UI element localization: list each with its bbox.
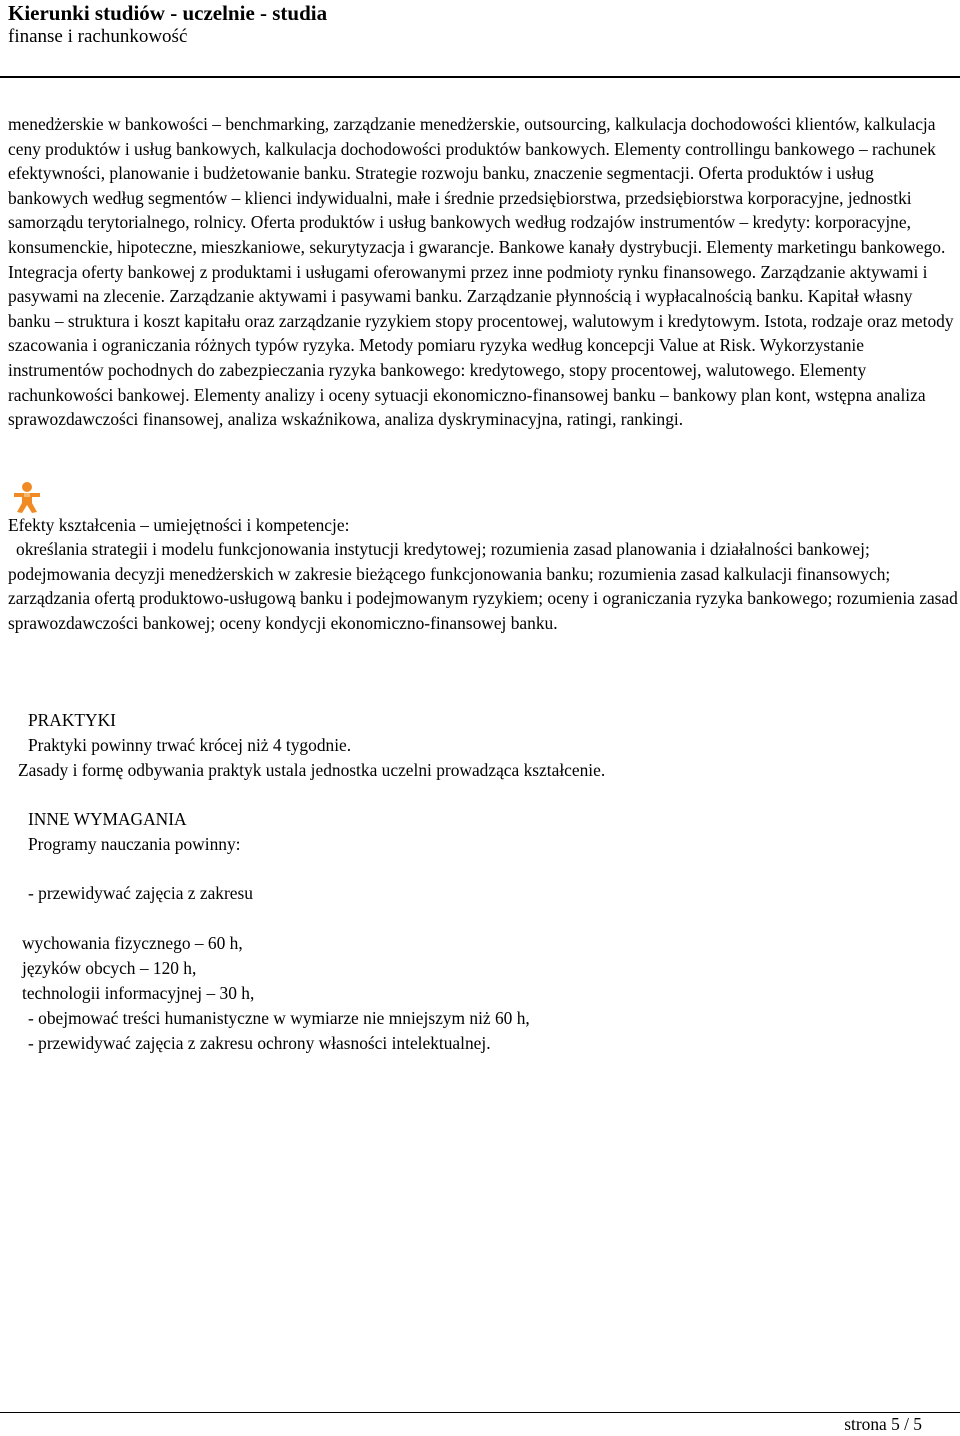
footer-divider [0,1412,960,1413]
course-content-paragraph: menedżerskie w bankowości – benchmarking, zarządzanie menedżerskie, outsourcing, kalkulacja dochodowości klientów, kalkulacja ceny produktów i usług bankowych, kalkulacja dochodowości produktów bankowych. Elementy controllingu bankowego – rachunek efektywności, planowanie i budżetowanie banku. Strategie rozwoju banku, znaczenie segmentacji. Oferta produktów i usług bankowych według segmentów – klienci indywidualni, małe i średnie przedsiębiorstwa, przedsiębiorstwa korporacyjne, jednostki samorządu terytorialnego, rolnicy. Oferta produktów i usług bankowych według rodzajów instrumentów – kredyty: korporacyjne, konsumenckie, hipoteczne, mieszkaniowe, sekurytyzacja i gwarancje. Bankowe kanały dystrybucji. Elementy marketingu bankowego. Integracja oferty bankowej z produktami i usługami oferowanymi przez inne podmioty rynku finansowego. Zarządzanie aktywami i pasywami na zlecenie. Zarządzanie aktywami i pasywami banku. Zarządzanie płynnością i wypłacalnością banku. Kapitał własny banku – struktura i koszt kapitału oraz zarządzanie ryzykiem stopy procentowej, walutowym i kredytowym. Istota, rodzaje oraz metody szacowania i ograniczania różnych typów ryzyka. Metody pomiaru ryzyka według koncepcji Value at Risk. Wykorzystanie instrumentów pochodnych do zabezpieczania ryzyka bankowego: kredytowego, stopy procentowej, walutowego. Elementy rachunkowości bankowej. Elementy analizy i oceny sytuacji ekonomiczno-finansowej banku – bankowy plan kont, wstępna analiza sprawozdawczości finansowej, analiza wskaźnikowa, analiza dyskryminacyjna, ratingi, rankingi. [8,114,954,430]
sub-list-item: wychowania fizycznego – 60 h, [22,933,243,953]
practice-heading: PRAKTYKI [28,710,116,730]
page-title: Kierunki studiów - uczelnie - studia [8,1,328,25]
list-item: - obejmować treści humanistyczne w wymiarze nie mniejszym niż 60 h, [28,1008,530,1028]
other-requirements-heading: INNE WYMAGANIA [28,809,187,829]
outcomes-text: określania strategii i modelu funkcjonowania instytucji kredytowej; rozumienia zasad planowania i działalności bankowej; podejmowania decyzji menedżerskich w zakresie bieżącego funkcjonowania banku; rozumienia zasad kalkulacji finansowych; zarządzania ofertą produktowo-usługową banku i podejmowanym ryzykiem; oceny i ograniczania ryzyka bankowego; rozumienia zasad sprawozdawczości bankowej; oceny kondycji ekonomiczno-finansowej banku. [8,539,958,633]
outcomes-heading: Efekty kształcenia – umiejętności i kompetencje: [8,515,350,535]
list-item: - przewidywać zajęcia z zakresu [28,883,253,903]
other-requirements-intro: Programy nauczania powinny: [28,834,241,854]
figure-icon [10,481,44,515]
header-divider [0,76,960,78]
list-item: - przewidywać zajęcia z zakresu ochrony własności intelektualnej. [28,1033,491,1053]
practice-rules: Zasady i formę odbywania praktyk ustala jednostka uczelni prowadząca kształcenie. [18,760,606,780]
page-number: strona 5 / 5 [844,1414,922,1434]
page-subtitle: finanse i rachunkowość [8,26,188,47]
practice-duration: Praktyki powinny trwać krócej niż 4 tygodnie. [28,735,352,755]
page-header [8,0,952,48]
sub-list-item: języków obcych – 120 h, [22,958,197,978]
sub-list-item: technologii informacyjnej – 30 h, [22,983,255,1003]
